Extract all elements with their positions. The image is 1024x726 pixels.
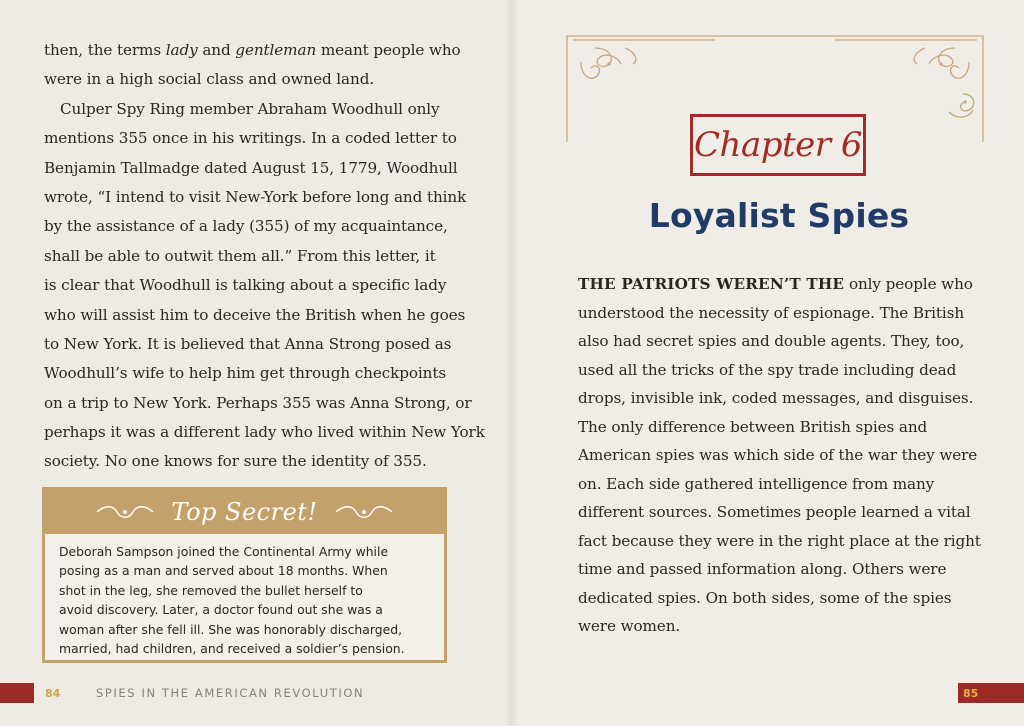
text-line: by the assistance of a lady (355) of my acquaintance, <box>44 217 448 236</box>
page-number-left: 84 <box>45 687 61 700</box>
text-line: dedicated spies. On both sides, some of the spies <box>578 588 952 607</box>
text-line: fact because they were in the right place at the right <box>578 531 981 550</box>
text-line: understood the necessity of espionage. The British <box>578 303 965 322</box>
text-line: to New York. It is believed that Anna Strong posed as <box>44 334 452 353</box>
text-line: were in a high social class and owned land. <box>44 70 375 89</box>
top-secret-sidebar <box>42 487 447 663</box>
text-line: different sources. Sometimes people learned a vital <box>578 503 971 521</box>
page-number-right: 85 <box>963 687 979 700</box>
top-secret-title: Top Secret! <box>171 498 318 526</box>
text-line: perhaps it was a different lady who lived within New York <box>44 423 485 442</box>
text-line: also had secret spies and double agents. They, too, <box>578 332 965 350</box>
book-gutter <box>505 0 519 726</box>
text-line: is clear that Woodhull is talking about a specific lady <box>44 276 447 295</box>
text-line: American spies was which side of the war they were <box>578 446 978 464</box>
text-line: The only difference between British spies and <box>578 417 928 436</box>
text-line: posing as a man and served about 18 months. When <box>59 563 388 579</box>
flourish-left-icon <box>95 503 155 521</box>
text-line: on a trip to New York. Perhaps 355 was Anna Strong, or <box>44 393 472 412</box>
flourish-right-icon <box>334 503 394 521</box>
text-line: used all the tricks of the spy trade including dead <box>578 360 957 379</box>
top-secret-header <box>45 490 444 534</box>
text-line: were women. <box>578 617 681 635</box>
text-line: Woodhull’s wife to help him get through checkpoints <box>44 364 447 383</box>
text-line: on. Each side gathered intelligence from many <box>578 474 935 493</box>
text-line: wrote, “I intend to visit New-York before long and think <box>44 187 467 206</box>
top-secret-body <box>45 534 444 658</box>
chapter-title: Loyalist Spies <box>648 196 910 235</box>
right-body-text <box>578 270 981 641</box>
chapter-label: Chapter 6 <box>694 125 862 165</box>
footer-bar-left <box>0 683 34 703</box>
text-line: avoid discovery. Later, a doctor found out she was a <box>59 602 383 618</box>
text-line: woman after she fell ill. She was honorably discharged, <box>59 621 403 637</box>
text-line: mentions 355 once in his writings. In a coded letter to <box>44 129 457 148</box>
text-line: then, the terms lady and gentleman meant people who <box>44 41 461 59</box>
text-line: married, had children, and received a soldier’s pension. <box>59 640 405 656</box>
text-line: time and passed information along. Others were <box>578 560 947 578</box>
running-title: SPIES IN THE AMERICAN REVOLUTION <box>92 686 368 700</box>
text-line: society. No one knows for sure the identity of 355. <box>44 452 427 471</box>
text-line: Benjamin Tallmadge dated August 15, 1779, Woodhull <box>44 158 458 177</box>
text-line: who will assist him to deceive the British when he goes <box>44 305 466 324</box>
text-line: Culper Spy Ring member Abraham Woodhull only <box>60 99 440 118</box>
chapter-label-box <box>690 114 866 176</box>
text-line: drops, invisible ink, coded messages, and disguises. <box>578 389 974 407</box>
text-line: THE PATRIOTS WEREN’T THE only people who <box>578 275 973 293</box>
left-body-text <box>44 36 485 477</box>
text-line: shot in the leg, she removed the bullet herself to <box>59 582 363 598</box>
lead-caps: THE PATRIOTS WEREN’T THE <box>578 275 845 293</box>
text-line: Deborah Sampson joined the Continental Army while <box>59 544 389 559</box>
text-line: shall be able to outwit them all.” From this letter, it <box>44 246 436 265</box>
